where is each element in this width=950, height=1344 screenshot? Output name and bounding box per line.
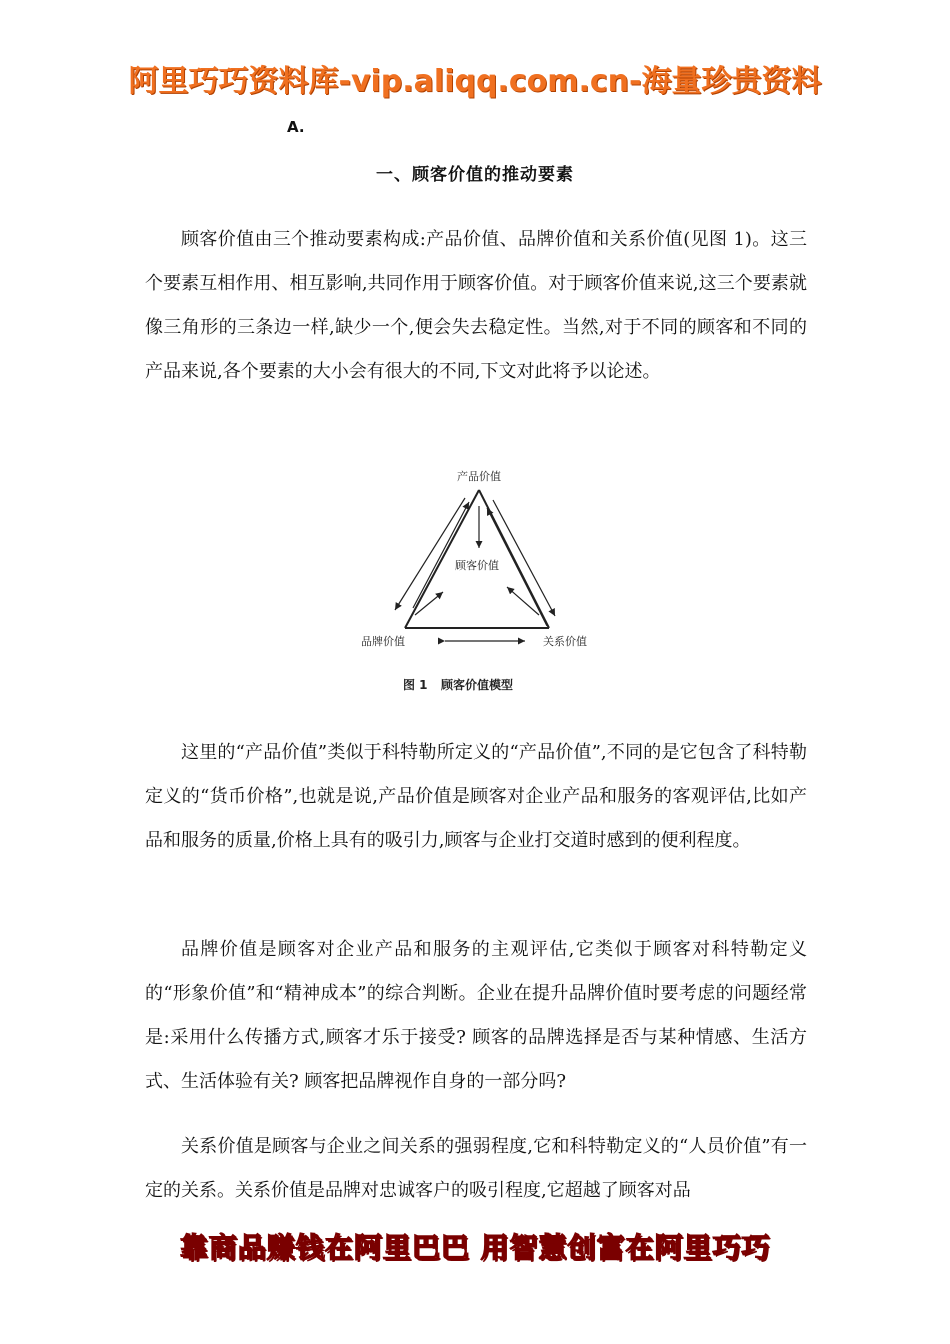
section-heading: 一、顾客价值的推动要素 <box>376 165 574 185</box>
arrow-brand-to-product <box>413 502 469 608</box>
triangle-diagram <box>345 460 605 705</box>
bottom-banner: 靠商品赚钱在阿里巴巴 用智慧创富在阿里巧巧 <box>179 1231 771 1264</box>
arrow-product-to-brand <box>395 498 465 610</box>
paragraph-brand-value: 品牌价值是顾客对企业产品和服务的主观评估,它类似于顾客对科特勒定义的“形象价值”和“精神成本”的综合判断。企业在提升品牌价值时要考虑的问题经常是:采用什么传播方式,顾客才乐于接受? 顾客的品牌选择是否与某种情感、生活方式、生活体验有关? 顾客把品牌视作自身的一部分吗? <box>145 939 807 1092</box>
customer-value-model-figure <box>345 460 605 705</box>
arrow-product-to-relation <box>493 500 555 616</box>
top-banner: 阿里巧巧资料库-vip.aliqq.com.cn-海量珍贵资料 <box>128 64 822 99</box>
paragraph-product-value: 这里的“产品价值”类似于科特勒所定义的“产品价值”,不同的是它包含了科特勒定义的“货币价格”,也就是说,产品价值是顾客对企业产品和服务的客观评估,比如产品和服务的质量,价格上具有的吸引力,顾客与企业打交道时感到的便利程度。 <box>145 742 807 851</box>
label-brand-value: 品牌价值 <box>361 635 405 648</box>
figure-caption-number: 图 1 <box>403 678 428 692</box>
label-product-value: 产品价值 <box>457 470 501 483</box>
paragraph-relation-value: 关系价值是顾客与企业之间关系的强弱程度,它和科特勒定义的“人员价值”有一定的关系。关系价值是品牌对忠诚客户的吸引程度,它超越了顾客对品 <box>145 1136 807 1201</box>
label-customer-value: 顾客价值 <box>455 559 499 572</box>
figure-caption-title: 顾客价值模型 <box>441 678 514 692</box>
page-marker: A. <box>287 118 305 136</box>
label-relation-value: 关系价值 <box>543 635 587 648</box>
paragraph-intro: 顾客价值由三个推动要素构成:产品价值、品牌价值和关系价值(见图 1)。这三个要素互相作用、相互影响,共同作用于顾客价值。对于顾客价值来说,这三个要素就像三角形的三条边一样,缺少一个,便会失去稳定性。当然,对于不同的顾客和不同的产品来说,各个要素的大小会有很大的不同,下文对此将予以论述。 <box>145 229 807 382</box>
